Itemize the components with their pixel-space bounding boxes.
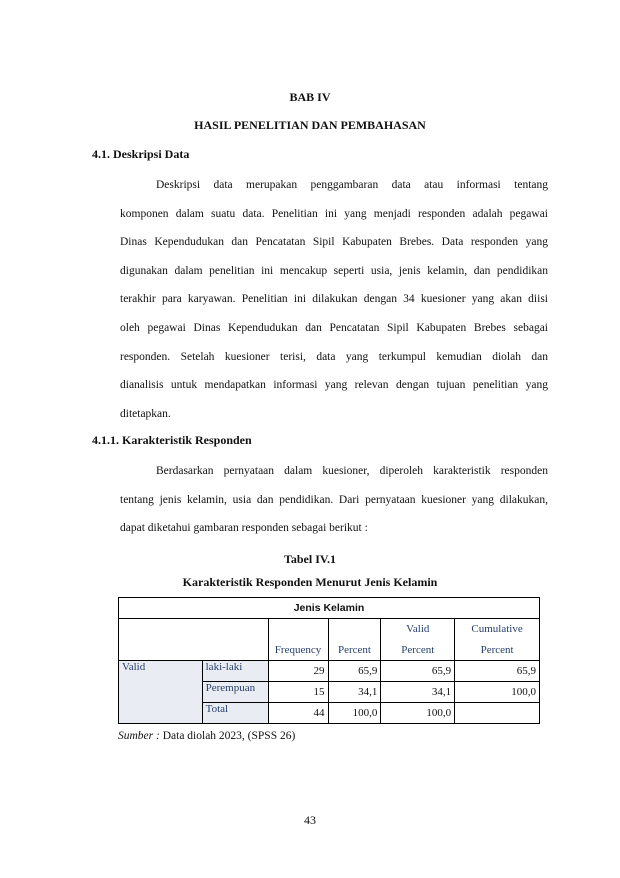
cell-cumulative-percent: 65,9 (455, 661, 540, 682)
chapter-title: HASIL PENELITIAN DAN PEMBAHASAN (194, 118, 426, 132)
table-title: Tabel IV.1 (283, 552, 337, 566)
table-subtitle: Karakteristik Responden Menurut Jenis Kelamin (182, 575, 438, 589)
paragraph-line: dianalisis untuk mendapatkan informasi yang relevan dengan tujuan penelitian yang (120, 379, 548, 392)
section-heading-4-1: 4.1. Deskripsi Data (92, 147, 190, 161)
cell-percent: 65,9 (328, 661, 381, 682)
spss-frequency-table (118, 597, 540, 724)
row-label: Perempuan (202, 682, 268, 703)
section-heading-4-1-1: 4.1.1. Karakteristik Responden (92, 433, 252, 447)
header-valid-percent-top: Valid (381, 619, 455, 640)
header-blank (119, 619, 203, 640)
cell-valid-percent: 65,9 (381, 661, 455, 682)
cell-frequency: 44 (268, 703, 328, 724)
paragraph-karakteristik (120, 457, 548, 543)
paragraph-line: tentang jenis kelamin, usia dan pendidikan. Dari pernyataan kuesioner yang dilakukan, (120, 493, 548, 506)
table-caption: Jenis Kelamin (119, 598, 540, 619)
paragraph-line: Deskripsi data merupakan penggambaran data atau informasi tentang (156, 179, 548, 191)
paragraph-line: oleh pegawai Dinas Kependudukan dan Pencatatan Sipil Kabupaten Brebes sebagai (120, 321, 548, 334)
row-label: laki-laki (202, 661, 268, 682)
paragraph-line: Berdasarkan pernyataan dalam kuesioner, diperoleh karakteristik responden (156, 465, 548, 477)
row-group-label: Valid (119, 661, 203, 724)
paragraph-line: dapat diketahui gambaran responden sebagai berikut : (120, 522, 368, 535)
cell-cumulative-percent (455, 703, 540, 724)
table-source (118, 730, 295, 742)
header-valid-percent-bottom: Percent (381, 640, 455, 661)
header-cumulative-percent-top: Cumulative (455, 619, 540, 640)
paragraph-deskripsi-data (120, 171, 548, 428)
cell-cumulative-percent: 100,0 (455, 682, 540, 703)
paragraph-line: terakhir para karyawan. Penelitian ini dilakukan dengan 34 kuesioner yang akan diisi (120, 293, 548, 306)
cell-valid-percent: 100,0 (381, 703, 455, 724)
cell-percent: 100,0 (328, 703, 381, 724)
header-frequency: Frequency (268, 640, 328, 661)
paragraph-line: responden. Setelah kuesioner terisi, data yang terkumpul kemudian diolah dan (120, 350, 548, 363)
paragraph-line: komponen dalam suatu data. Penelitian ini yang menjadi responden adalah pegawai (120, 207, 548, 220)
chapter-number: BAB IV (289, 90, 331, 104)
header-cumulative-percent-bottom: Percent (455, 640, 540, 661)
paragraph-line: ditetapkan. (120, 407, 171, 420)
header-percent: Percent (328, 640, 381, 661)
cell-valid-percent: 34,1 (381, 682, 455, 703)
row-label: Total (202, 703, 268, 724)
source-label: Sumber : (118, 730, 160, 742)
cell-frequency: 15 (268, 682, 328, 703)
paragraph-line: digunakan dalam penelitian ini mencakup seperti usia, jenis kelamin, dan pendidikan (120, 264, 548, 277)
cell-percent: 34,1 (328, 682, 381, 703)
header-blank (202, 640, 268, 661)
paragraph-line: Dinas Kependudukan dan Pencatatan Sipil Kabupaten Brebes. Data responden yang (120, 236, 548, 249)
header-blank (119, 640, 203, 661)
cell-frequency: 29 (268, 661, 328, 682)
page-number: 43 (304, 813, 316, 827)
header-blank (202, 619, 268, 640)
source-text: Data diolah 2023, (SPSS 26) (159, 730, 296, 742)
table-row (119, 661, 540, 682)
header-percent-spacer (328, 619, 381, 640)
header-frequency-spacer (268, 619, 328, 640)
